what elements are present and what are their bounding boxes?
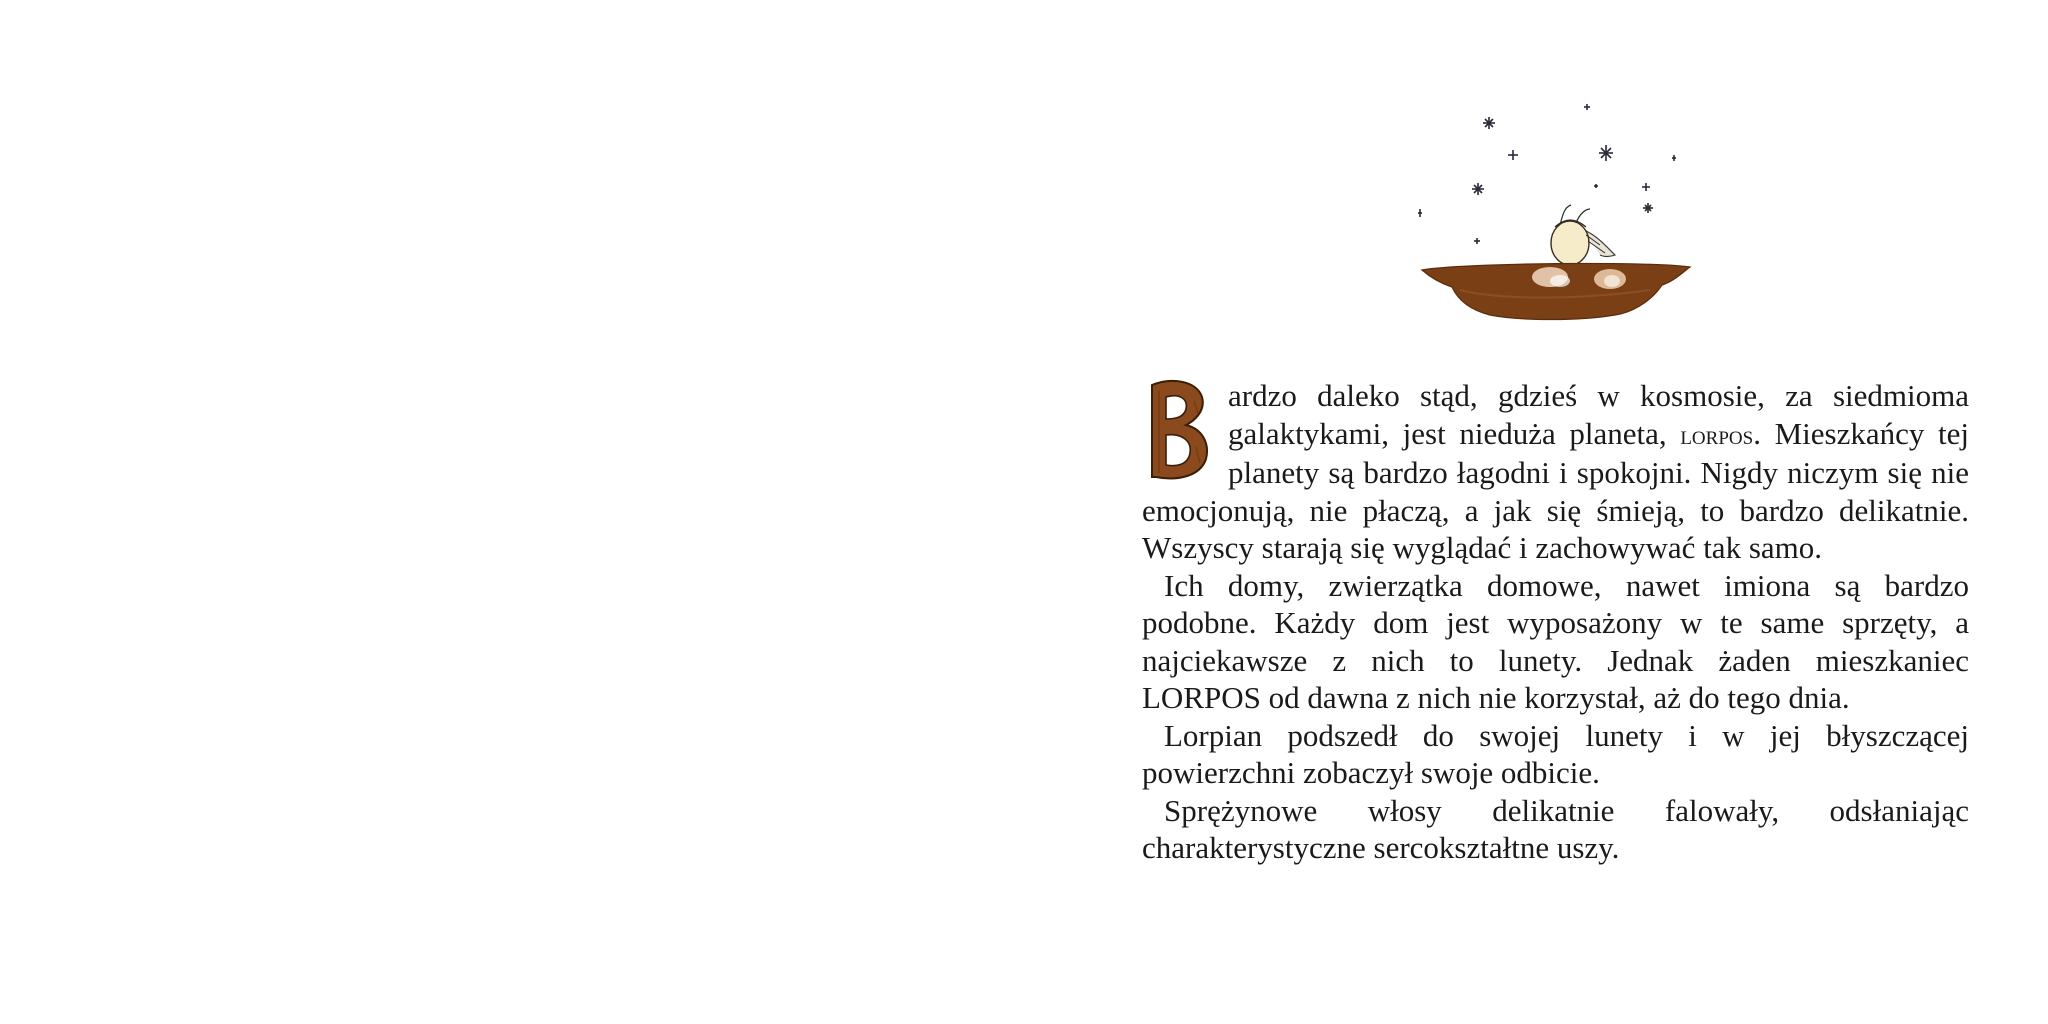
star-icon xyxy=(1599,145,1613,161)
star-icon xyxy=(1483,117,1495,129)
paragraph-2: Ich domy, zwierzątka domowe, nawet imiona są bardzo podobne. Każdy dom jest wyposażony w te same sprzęty, a najciekawsze z nich to lunety. Jednak żaden mieszkaniec LORPOS od dawna z nich nie korzystał, aż do tego dnia. xyxy=(1142,567,1969,715)
planet-name: lorpos xyxy=(1680,419,1754,450)
stars xyxy=(1418,104,1676,244)
star-icon xyxy=(1642,183,1650,191)
planet-surface xyxy=(1422,263,1690,319)
paragraph-3: Lorpian podszedł do swojej lunety i w jej błyszczącej powierzchni zobaczył swoje odbicie. xyxy=(1142,717,1969,790)
dropcap-label: B xyxy=(1142,377,1143,378)
star-icon xyxy=(1474,238,1480,244)
lorpian-creature xyxy=(1551,205,1615,265)
story-text xyxy=(1142,377,1969,867)
paragraph-1 xyxy=(1142,377,1969,567)
paragraph-1-lead: ardzo daleko stąd, gdzieś w kosmosie, za siedmioma galaktykami, jest nieduża planeta, xyxy=(1228,378,1969,451)
star-icon xyxy=(1643,203,1653,213)
dropcap-letter-b xyxy=(1142,377,1214,485)
star-icon xyxy=(1594,184,1598,188)
star-icon xyxy=(1418,209,1422,217)
paragraph-1-rest: . Mieszkańcy tej planety są bardzo łagodni i spokojni. Nigdy niczym się nie emocjonują, nie płaczą, a jak się śmieją, to bardzo delikatnie. Wszyscy starają się wyglądać i zachowywać tak samo. xyxy=(1142,415,1970,565)
planet-illustration xyxy=(1400,95,1720,335)
paragraph-4: Sprężynowe włosy delikatnie falowały, odsłaniając charakterystyczne sercokształtne uszy. xyxy=(1142,792,1969,865)
star-icon xyxy=(1472,183,1484,195)
star-icon xyxy=(1584,104,1590,110)
star-icon xyxy=(1508,150,1518,160)
star-icon xyxy=(1672,155,1676,161)
